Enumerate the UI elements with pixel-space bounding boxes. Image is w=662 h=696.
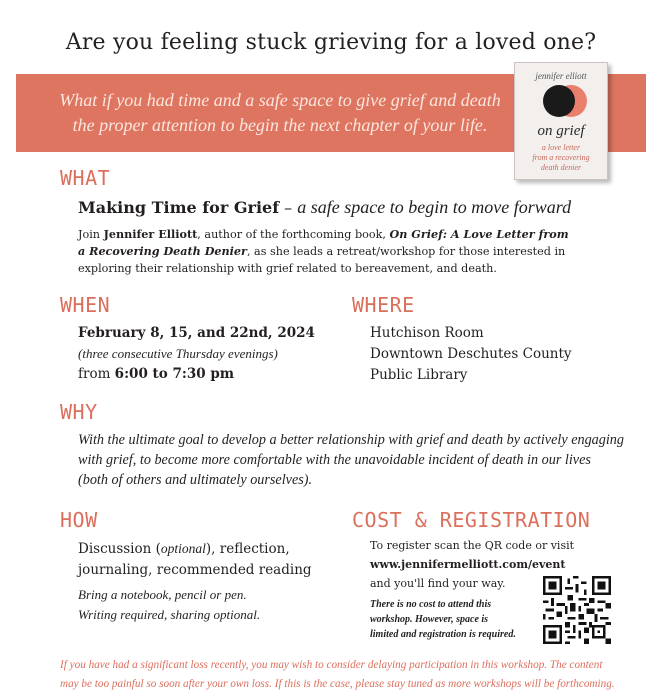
book-cover-image [514,62,608,180]
book-subtitle-line: from a recovering [532,153,590,162]
how-line-2: journaling, recommended reading [78,562,312,578]
intro-line-2: the proper attention to begin the next chapter of your life. [72,115,488,135]
venue-line-2: Downtown Deschutes County [370,346,572,362]
when-details [78,323,315,385]
book-circles-graphic [537,83,593,119]
footer-line-1: If you have had a significant loss recently, you may wish to consider delaying participation in this workshop. The content [60,659,603,671]
qr-code-icon[interactable] [543,576,611,644]
event-dates-note: (three consecutive Thursday evenings) [78,346,278,361]
book-name: On Grief: A Love Letter from [389,227,569,241]
how-details [78,538,312,625]
where-heading: WHERE [352,293,415,317]
book-title: on grief [537,123,585,139]
author-name: Jennifer Elliott [103,227,198,241]
workshop-tagline: a safe space to begin to move forward [297,197,572,217]
what-line-1: Join Jennifer Elliott, author of the forthcoming book, On Grief: A Love Letter from [78,227,569,241]
why-line-1: With the ultimate goal to develop a better relationship with grief and death by actively engaging [78,432,624,448]
workshop-title: Making Time for Grief [78,198,280,217]
intro-band-text [30,88,530,138]
why-heading: WHY [60,400,98,424]
where-details [370,323,572,386]
cost-note [370,597,516,642]
cost-note-line: limited and registration is required. [370,629,516,640]
register-instruction: To register scan the QR code or visit [370,539,575,552]
why-description [78,430,624,490]
how-line-1: Discussion (optional), reflection, [78,541,290,557]
when-heading: WHEN [60,293,111,317]
cost-note-line: There is no cost to attend this [370,599,492,610]
what-heading: WHAT [60,166,111,190]
how-line-4: Writing required, sharing optional. [78,607,261,622]
why-line-2: with grief, to become more comfortable with the unavoidable incident of death in our lives [78,452,591,468]
intro-line-1: What if you had time and a safe space to give grief and death [59,90,501,110]
what-line-2: a Recovering Death Denier, as she leads a retreat/workshop for those interested in [78,244,566,258]
cost-note-line: workshop. However, space is [370,614,489,625]
footer-line-2: may be too painful so soon after your own loss. If this is the case, please stay tuned as more workshops will be forthcoming. [60,678,615,690]
title-dash: – [279,198,298,217]
how-heading: HOW [60,508,98,532]
book-subtitle-line: death denier [540,163,582,172]
why-line-3: (both of others and ultimately ourselves). [78,472,313,488]
page-title: Are you feeling stuck grieving for a loved one? [65,30,597,55]
what-subheading [78,197,571,218]
what-description [78,226,569,277]
venue-line-3: Public Library [370,367,468,383]
book-subtitle-line: a love letter [541,143,581,152]
what-line-3: exploring their relationship with grief related to bereavement, and death. [78,262,497,275]
event-time-value: 6:00 to 7:30 pm [114,366,235,382]
register-line-3: and you'll find your way. [370,577,506,590]
footer-disclaimer [60,656,615,694]
event-dates: February 8, 15, and 22nd, 2024 [78,325,315,341]
book-author: jennifer elliott [535,71,587,81]
event-time: from 6:00 to 7:30 pm [78,366,235,382]
book-subtitle [515,143,607,173]
book-name: a Recovering Death Denier [78,244,247,258]
how-line-3: Bring a notebook, pencil or pen. [78,587,247,602]
venue-line-1: Hutchison Room [370,325,484,341]
optional-word: optional [160,541,206,556]
cost-heading: COST & REGISTRATION [352,508,591,532]
registration-url[interactable]: www.jennifermelliott.com/event [370,558,566,571]
